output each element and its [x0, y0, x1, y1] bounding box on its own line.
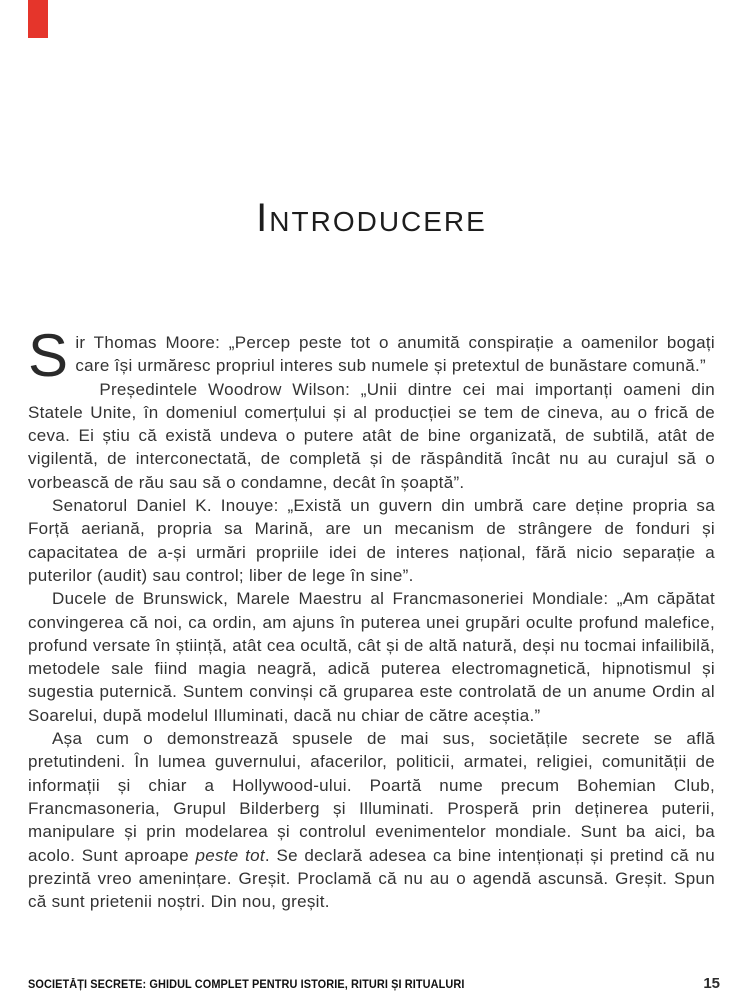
body-text — [28, 322, 715, 913]
paragraph-segment: Președintele Woodrow Wilson: „Unii dintre cei mai importanți oameni din Statele Unite, în domeniul comerțului și al producției se tem de cineva, au o frică de ceva. Ei știu că există undeva o putere atât de bine organizată, de subtilă, atât de vigilentă, de interconectată, de completă și de răspândită încât nu au curajul să o vorbească de rău sau să o condamne, decât în șoaptă”. — [28, 379, 715, 492]
paragraph-emphasis: peste tot — [195, 845, 265, 865]
paragraph — [28, 378, 715, 494]
page-footer — [28, 975, 720, 992]
paragraph-segment: Sir Thomas Moore: „Percep peste tot o anumită conspirație a oamenilor bogați care își urmăresc propriul interes sub numele și pretextul de bunăstare comună.” — [28, 322, 715, 389]
footer-page-number: 15 — [703, 975, 720, 992]
paragraph-segment: Ducele de Brunswick, Marele Maestru al Francmasoneriei Mondiale: „Am căpătat convingerea că noi, ca ordin, am ajuns în puterea unei grupări oculte profund malefice, profund versate în știință, atât cea ocultă, cât și de altă natură, deși nu tocmai infailibilă, metodele sale fiind magia neagră, adică puterea electromagnetică, hipnotismul și sugestia puternică. Suntem convinși că gruparea este controlată de un anume Ordin al Soarelui, după modelul Illuminati, dacă nu chiar de către aceștia.” — [28, 589, 715, 725]
paragraph-segment: Așa cum o demonstrează spusele de mai sus, societățile secrete se află pretutindeni. În lumea guvernului, afacerilor, politicii, armatei, religiei, comunității de informații și chiar a Hollywood-ului. Poartă nume precum Bohemian Club, Francmasoneria, Grupul Bilderberg și Illuminati. Prosperă prin deținerea puterii, manipulare și prin modelarea și controlul evenimentelor mondiale. Sunt ba aici, ba acolo. Sunt aproape — [28, 729, 715, 865]
paragraph — [28, 322, 715, 389]
paragraph-segment: . Se declară adesea ca bine intenționați și pretind că nu prezintă vreo amenințare. Greșit. Proclamă că nu au o agendă ascunsă. Greșit. Spun că sunt prietenii noștri. Din nou, greșit. — [28, 845, 715, 912]
paragraph-segment: Senatorul Daniel K. Inouye: „Există un guvern din umbră care deține propria sa Forță aeriană, propria sa Marină, are un mecanism de strângere de fonduri și capacitatea de a-și urmări propriile idei de interes național, fără nicio separație a puterilor (audit) sau control; liber de lege în sine”. — [28, 496, 715, 585]
chapter-title: Introducere — [256, 196, 487, 240]
bookmark-ribbon-icon — [28, 0, 48, 38]
paragraph — [28, 494, 715, 587]
footer-book-title: SOCIETĂȚI SECRETE: GHIDUL COMPLET PENTRU ISTORIE, RITURI ȘI RITUALURI — [28, 979, 465, 991]
paragraph — [28, 727, 715, 913]
paragraph — [28, 587, 715, 727]
